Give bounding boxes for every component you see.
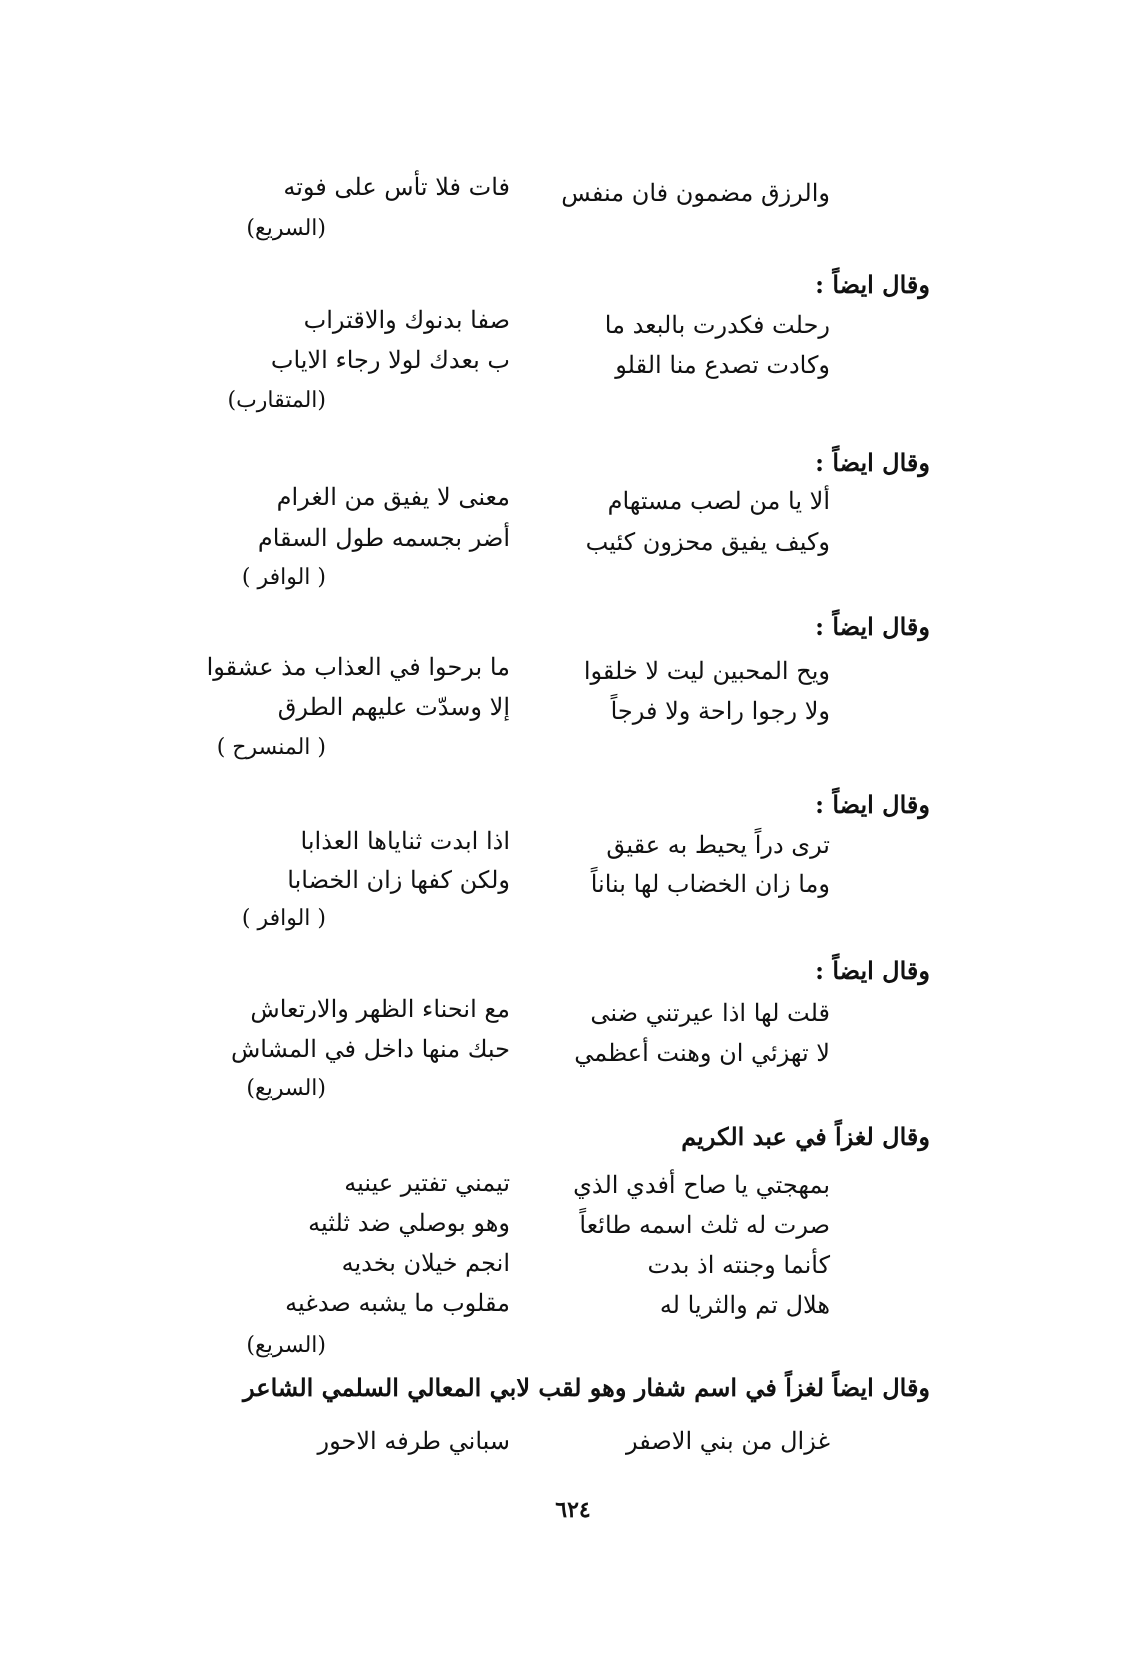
opening-verse-ajuz: فات فلا تأس على فوته bbox=[283, 173, 510, 201]
section-intro: وقال ايضاً : bbox=[815, 270, 930, 299]
verse-ajuz: ب بعدك لولا رجاء الاياب bbox=[270, 346, 510, 374]
verse-ajuz: ولكن كفها زان الخضابا bbox=[287, 866, 510, 894]
verse-ajuz: ما برحوا في العذاب مذ عشقوا bbox=[206, 653, 510, 681]
verse-sadr: لا تهزئي ان وهنت أعظمي bbox=[574, 1039, 830, 1067]
section-intro: وقال لغزاً في عبد الكريم bbox=[681, 1122, 930, 1151]
meter-label: (المتقارب) bbox=[227, 388, 326, 413]
verse-ajuz: حبك منها داخل في المشاش bbox=[230, 1035, 510, 1063]
verse-sadr: كأنما وجنته اذ بدت bbox=[647, 1251, 830, 1279]
verse-sadr: رحلت فكدرت بالبعد ما bbox=[604, 311, 830, 339]
meter-label: (السريع) bbox=[246, 216, 326, 241]
verse-ajuz: تيمني تفتير عينيه bbox=[344, 1169, 510, 1197]
section-intro: وقال ايضاً لغزاً في اسم شفار وهو لقب لابي المعالي السلمي الشاعر bbox=[243, 1373, 930, 1402]
verse-sadr: ترى دراً يحيط به عقيق bbox=[606, 831, 830, 859]
meter-label: (السريع) bbox=[246, 1333, 326, 1358]
verse-sadr: ولا رجوا راحة ولا فرجاً bbox=[610, 697, 830, 725]
meter-label: ( الوافر ) bbox=[241, 906, 326, 931]
verse-ajuz: صفا بدنوك والاقتراب bbox=[303, 306, 510, 334]
verse-ajuz: انجم خيلان بخديه bbox=[341, 1249, 510, 1277]
section-intro: وقال ايضاً : bbox=[815, 790, 930, 819]
verse-sadr: قلت لها اذا عيرتني ضنى bbox=[590, 999, 830, 1027]
verse-sadr: ويح المحبين ليت لا خلقوا bbox=[583, 657, 830, 685]
meter-label: (السريع) bbox=[246, 1076, 326, 1101]
verse-ajuz: معنى لا يفيق من الغرام bbox=[276, 483, 510, 511]
verse-ajuz: مقلوب ما يشبه صدغيه bbox=[285, 1289, 510, 1317]
verse-sadr: وكادت تصدع منا القلو bbox=[615, 351, 830, 379]
section-intro: وقال ايضاً : bbox=[815, 956, 930, 985]
verse-ajuz: أضر بجسمه طول السقام bbox=[257, 524, 510, 552]
verse-sadr: ألا يا من لصب مستهام bbox=[607, 487, 830, 515]
page-number: ٦٢٤ bbox=[555, 1497, 591, 1523]
verse-sadr: وما زان الخضاب لها بناناً bbox=[590, 870, 830, 898]
verse-sadr: هلال تم والثريا له bbox=[659, 1291, 830, 1319]
section-intro: وقال ايضاً : bbox=[815, 612, 930, 641]
verse-ajuz: إلا وسدّت عليهم الطرق bbox=[277, 693, 510, 721]
verse-sadr: بمهجتي يا صاح أفدي الذي bbox=[573, 1171, 830, 1199]
verse-ajuz: وهو بوصلي ضد ثلثيه bbox=[308, 1209, 510, 1237]
meter-label: ( الوافر ) bbox=[241, 565, 326, 590]
meter-label: ( المنسرح ) bbox=[216, 735, 326, 760]
verse-sadr: وكيف يفيق محزون كئيب bbox=[585, 528, 830, 556]
verse-ajuz: مع انحناء الظهر والارتعاش bbox=[250, 995, 510, 1023]
verse-sadr: غزال من بني الاصفر bbox=[626, 1427, 830, 1455]
verse-ajuz: اذا ابدت ثناياها العذابا bbox=[300, 827, 510, 855]
verse-sadr: صرت له ثلث اسمه طائعاً bbox=[579, 1211, 830, 1239]
opening-verse-sadr: والرزق مضمون فان منفس bbox=[561, 179, 830, 207]
section-intro: وقال ايضاً : bbox=[815, 448, 930, 477]
verse-ajuz: سباني طرفه الاحور bbox=[317, 1427, 510, 1455]
